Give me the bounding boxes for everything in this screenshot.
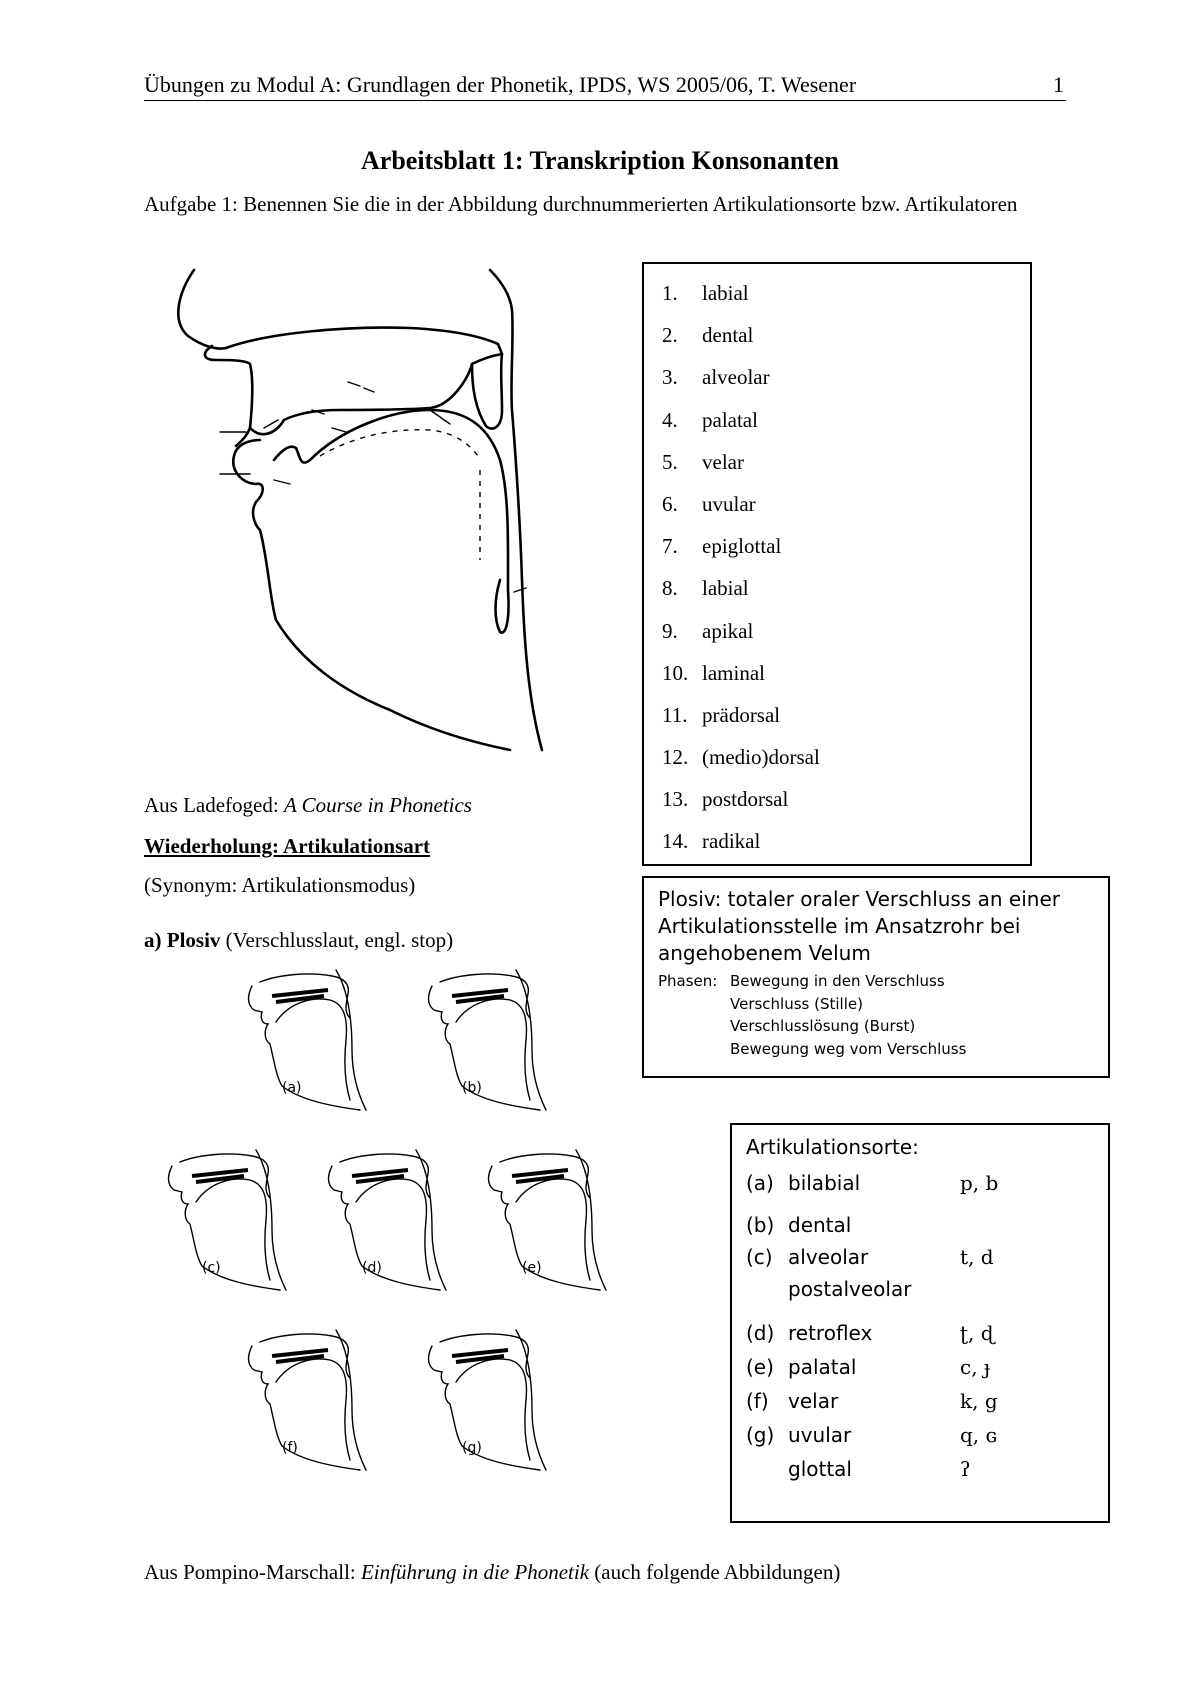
ort-name: retroflex	[788, 1321, 873, 1345]
list-item	[662, 525, 1030, 567]
list-item	[662, 314, 1030, 356]
panel-label: (b)	[462, 1080, 482, 1096]
list-item	[662, 483, 1030, 525]
list-item	[662, 399, 1030, 441]
nose-back	[490, 270, 542, 750]
task-text: Aufgabe 1: Benennen Sie die in der Abbildung durchnummerierten Artikulationsorte bzw. Artikulatoren	[144, 192, 1018, 216]
item-label: velar	[702, 449, 744, 474]
item-label: uvular	[702, 491, 756, 516]
list-item	[662, 736, 1030, 778]
section-heading: Wiederholung: Artikulationsart	[144, 834, 431, 858]
plosiv-heading-bold: a) Plosiv	[144, 928, 221, 952]
artikulationsorte-box	[730, 1123, 1110, 1523]
panel-label: (d)	[362, 1260, 382, 1276]
plosive-panel	[429, 970, 547, 1110]
item-label: apikal	[702, 618, 754, 643]
list-item	[662, 778, 1030, 820]
list-item	[662, 567, 1030, 609]
source-suffix: (auch folgende Abbildungen)	[589, 1560, 841, 1584]
plosiv-definition-box	[642, 876, 1110, 1078]
artikulationsorte-title: Artikulationsorte:	[746, 1135, 919, 1159]
source-ladefoged	[144, 793, 472, 818]
item-label: postdorsal	[702, 787, 789, 812]
palate-fill	[272, 1350, 328, 1362]
phasen-list	[658, 970, 1094, 1060]
item-label: labial	[702, 281, 749, 305]
item-number: 1.	[662, 281, 678, 305]
nose-outline	[178, 270, 226, 349]
upper-lip	[205, 346, 252, 446]
item-number: 11.	[662, 702, 688, 727]
panel-label: (c)	[202, 1260, 221, 1276]
item-number: 3.	[662, 365, 678, 390]
ort-letter: (e)	[746, 1355, 774, 1379]
list-item	[662, 356, 1030, 398]
plosive-panel	[329, 1150, 447, 1290]
ort-symbols: ʔ	[960, 1457, 971, 1481]
palate-fill	[452, 1350, 508, 1362]
panel-label: (e)	[522, 1260, 542, 1276]
item-label: labial	[702, 576, 749, 601]
ort-symbols: p, b	[960, 1171, 999, 1195]
ort-name: glottal	[788, 1457, 852, 1481]
item-number: 8.	[662, 576, 678, 601]
list-item	[662, 441, 1030, 483]
plosive-panels-figure	[140, 960, 650, 1520]
articulator-list-box	[642, 262, 1032, 866]
phase-item: Bewegung weg vom Verschluss	[730, 1039, 967, 1058]
list-item	[662, 610, 1030, 652]
item-number: 5.	[662, 449, 678, 474]
ort-letter: (a)	[746, 1171, 774, 1195]
phasen-label: Phasen:	[658, 972, 718, 990]
plosive-panel	[429, 1330, 547, 1470]
plosive-panel	[249, 1330, 367, 1470]
item-number: 9.	[662, 618, 678, 643]
ort-name: dental	[788, 1213, 852, 1237]
item-number: 2.	[662, 323, 678, 348]
item-label: radikal	[702, 829, 761, 854]
source-pompino	[144, 1560, 840, 1585]
item-number: 14.	[662, 829, 689, 854]
plosiv-heading	[144, 928, 453, 953]
item-number: 12.	[662, 745, 689, 770]
plosiv-heading-rest: (Verschlusslaut, engl. stop)	[220, 928, 454, 952]
ort-letter: (g)	[746, 1423, 775, 1447]
item-number: 13.	[662, 787, 689, 812]
plosiv-definition: Plosiv: totaler oraler Verschluss an einer Artikulationsstelle im Ansatzrohr bei angehobenem Velum	[658, 887, 1060, 965]
item-number: 10.	[662, 660, 689, 685]
page-header	[144, 72, 1066, 101]
ort-name: velar	[788, 1389, 839, 1413]
list-item	[662, 652, 1030, 694]
item-label: laminal	[702, 660, 765, 685]
item-label: (medio)dorsal	[702, 745, 820, 770]
item-label: alveolar	[702, 365, 770, 390]
page-number: 1	[1053, 72, 1064, 97]
articulator-list	[644, 264, 1030, 863]
panel-label: (g)	[462, 1440, 482, 1456]
source-title: Einführung in die Phonetik	[360, 1560, 590, 1584]
ort-name: postalveolar	[788, 1277, 912, 1301]
source-prefix: Aus Pompino-Marschall:	[144, 1560, 361, 1584]
ort-name: bilabial	[788, 1171, 861, 1195]
item-label: epiglottal	[702, 534, 782, 559]
panel-label: (a)	[282, 1080, 302, 1096]
ort-letter: (b)	[746, 1213, 775, 1237]
ort-letter: (c)	[746, 1245, 773, 1269]
header-text: Übungen zu Modul A: Grundlagen der Phonetik, IPDS, WS 2005/06, T. Wesener	[144, 72, 857, 97]
ort-symbols: k, g	[960, 1389, 998, 1413]
source-title: A Course in Phonetics	[283, 793, 472, 817]
vocal-tract-diagram	[150, 260, 610, 760]
item-label: prädorsal	[702, 702, 781, 727]
plosive-panel	[249, 970, 367, 1110]
phase-item: Verschlusslösung (Burst)	[730, 1017, 916, 1035]
plosive-panel	[169, 1150, 287, 1290]
ort-symbols: t, d	[960, 1245, 994, 1269]
hard-palate	[250, 364, 472, 434]
ort-letter: (d)	[746, 1321, 775, 1345]
synonym-text: (Synonym: Artikulationsmodus)	[144, 873, 416, 897]
palate-fill	[512, 1170, 568, 1182]
palate-fill	[452, 990, 508, 1002]
ort-symbols: ʈ, ɖ	[960, 1321, 994, 1345]
ort-name: uvular	[788, 1423, 852, 1447]
list-item	[662, 694, 1030, 736]
panel-label: (f)	[282, 1440, 298, 1456]
ort-name: alveolar	[788, 1245, 869, 1269]
velum	[472, 354, 502, 429]
ort-symbols: q, ɢ	[960, 1423, 998, 1447]
item-label: dental	[702, 323, 754, 348]
item-number: 6.	[662, 491, 678, 516]
ort-symbols: c, ɟ	[960, 1355, 991, 1379]
item-number: 7.	[662, 534, 678, 559]
ort-letter: (f)	[746, 1389, 769, 1413]
source-prefix: Aus Ladefoged:	[144, 793, 284, 817]
lower-lip	[233, 440, 510, 750]
ort-name: palatal	[788, 1355, 857, 1379]
phase-item: Verschluss (Stille)	[730, 994, 863, 1013]
item-number: 4.	[662, 407, 678, 432]
phase-item: Bewegung in den Verschluss	[730, 972, 945, 990]
worksheet-title: Arbeitsblatt 1: Transkription Konsonanten	[361, 146, 839, 175]
list-item	[662, 820, 1030, 862]
nasal-cavity-roof	[226, 328, 502, 364]
list-item	[662, 272, 1030, 314]
tongue-surface	[274, 410, 508, 590]
palate-fill	[272, 990, 328, 1002]
palate-fill	[192, 1170, 248, 1182]
epiglottis	[496, 580, 509, 633]
plosive-panel	[489, 1150, 607, 1290]
item-label: palatal	[702, 407, 758, 432]
palate-fill	[352, 1170, 408, 1182]
